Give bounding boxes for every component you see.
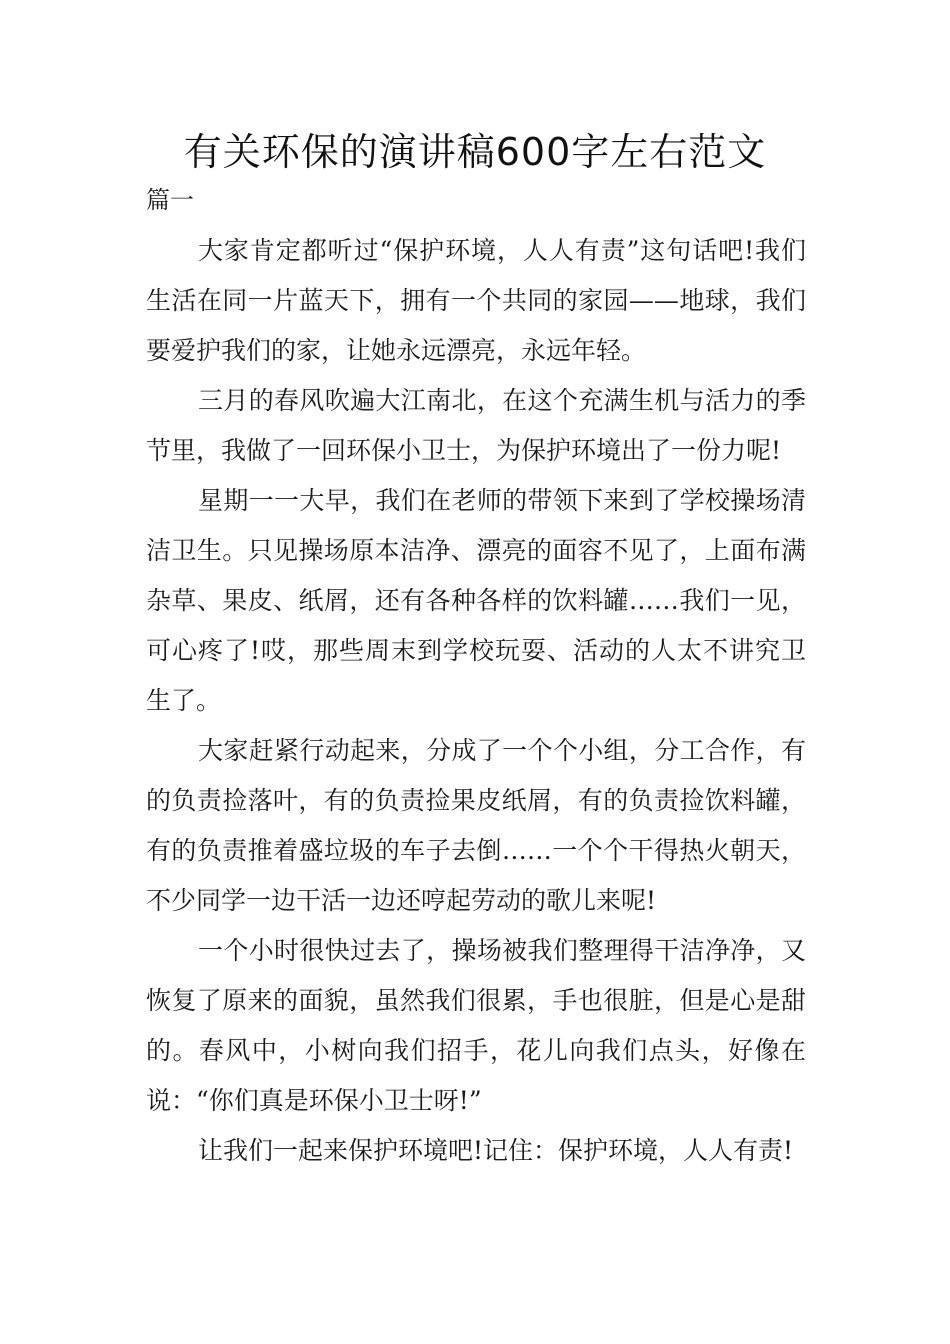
paragraph: 大家赶紧行动起来，分成了一个个小组，分工合作，有的负责捡落叶，有的负责捡果皮纸屑，有的负责捡饮料罐，有的负责推着盛垃圾的车子去倒……一个个干得热火朝天，不少同学一边干活一边还哼起劳动的歌儿来呢!	[146, 736, 806, 915]
paragraph: 星期一一大早，我们在老师的带领下来到了学校操场清洁卫生。只见操场原本洁净、漂亮的面容不见了，上面布满杂草、果皮、纸屑，还有各种各样的饮料罐……我们一见，可心疼了!哎，那些周末到学校玩耍、活动的人太不讲究卫生了。	[146, 486, 806, 715]
paragraph: 三月的春风吹遍大江南北，在这个充满生机与活力的季节里，我做了一回环保小卫士，为保护环境出了一份力呢!	[146, 386, 806, 465]
document-title: 有关环保的演讲稿600字左右范文	[183, 130, 767, 174]
paragraph: 一个小时很快过去了，操场被我们整理得干洁净净，又恢复了原来的面貌，虽然我们很累，手也很脏，但是心是甜的。春风中，小树向我们招手，花儿向我们点头，好像在说：“你们真是环保小卫士呀!”	[146, 936, 806, 1115]
document-body	[146, 226, 806, 1176]
section-label: 篇一	[146, 186, 194, 214]
paragraph: 大家肯定都听过“保护环境，人人有责”这句话吧!我们生活在同一片蓝天下，拥有一个共同的家园——地球，我们要爱护我们的家，让她永远漂亮，永远年轻。	[146, 236, 806, 365]
paragraph: 让我们一起来保护环境吧!记住：保护环境，人人有责!	[198, 1136, 794, 1165]
